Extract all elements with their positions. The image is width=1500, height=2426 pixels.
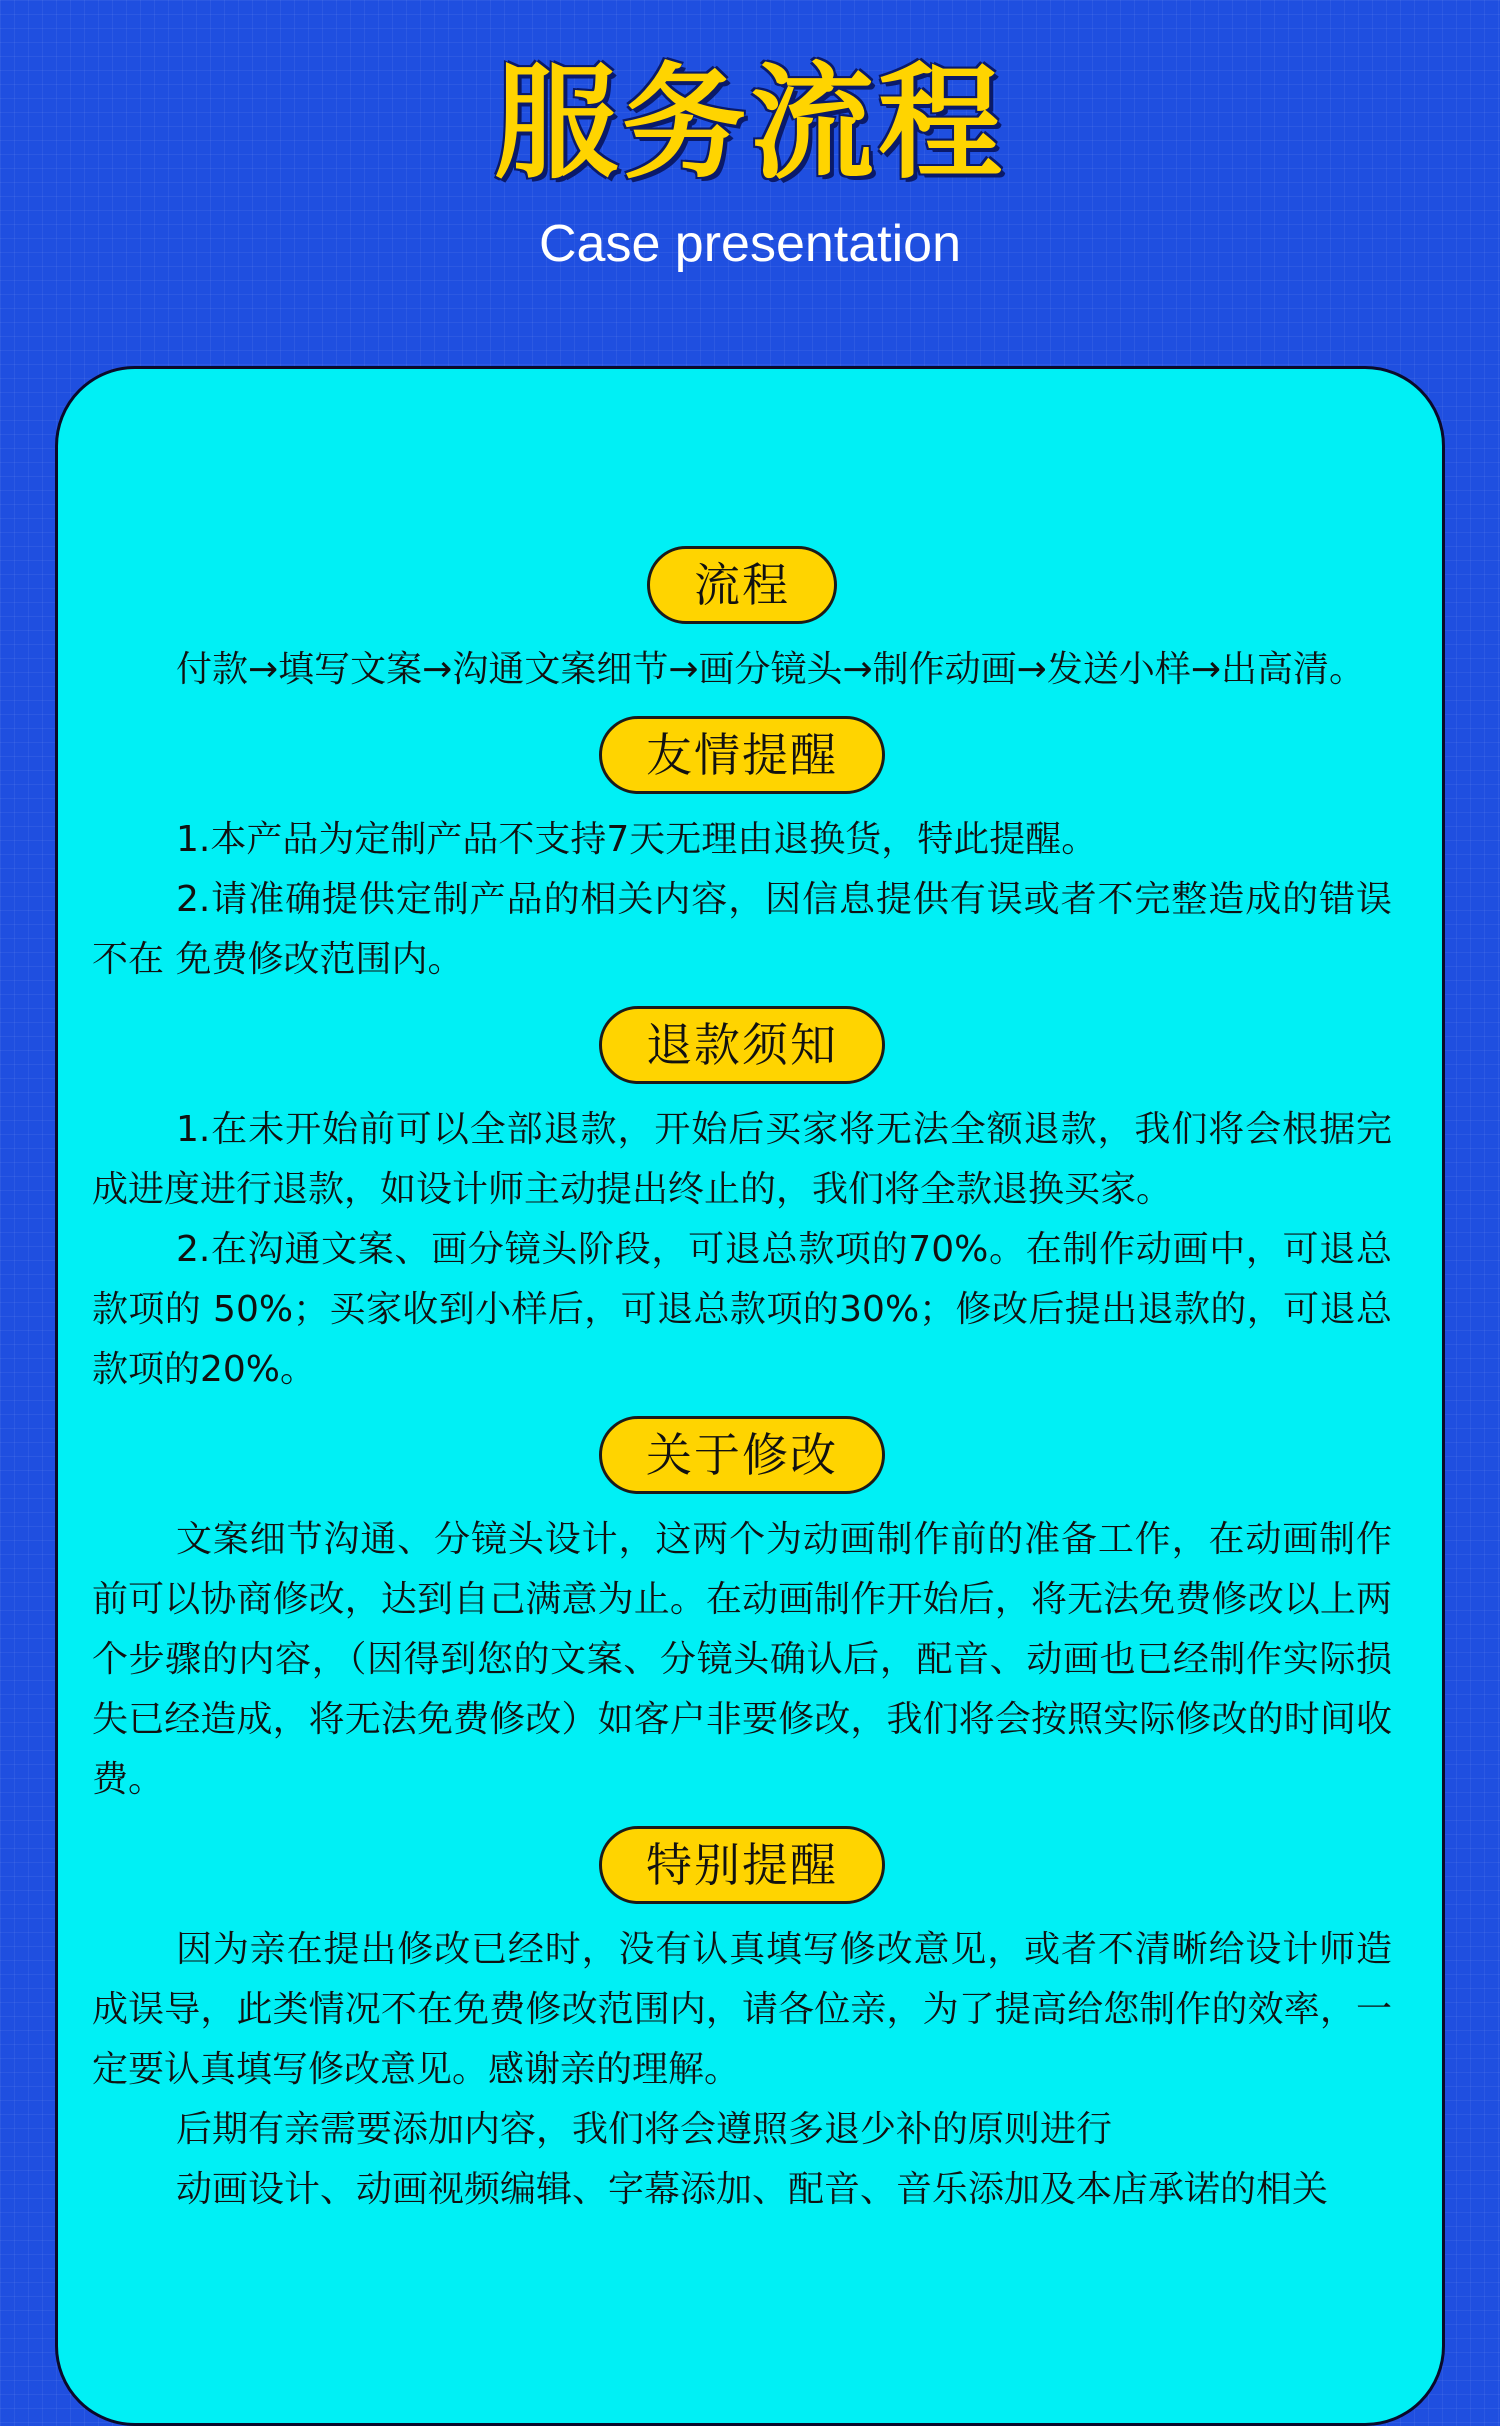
- section-paragraph: 2.在沟通文案、画分镜头阶段，可退总款项的70%。在制作动画中，可退总款项的 50%；买家收到小样后，可退总款项的30%；修改后提出退款的，可退总款项的20%。: [92, 1229, 1392, 1390]
- section-heading-process: [92, 546, 1392, 624]
- section-heading-refund: [92, 1006, 1392, 1084]
- section-paragraph: 1.本产品为定制产品不支持7天无理由退换货，特此提醒。: [176, 819, 1098, 860]
- section-badge: 流程: [647, 546, 837, 624]
- section-heading-reminder: [92, 716, 1392, 794]
- content-body: [92, 546, 1392, 2220]
- section-paragraph: 2.请准确提供定制产品的相关内容，因信息提供有误或者不完整造成的错误不在 免费修改范围内。: [92, 879, 1392, 980]
- section-heading-special: [92, 1826, 1392, 1904]
- section-heading-revision: [92, 1416, 1392, 1494]
- section-badge: 特别提醒: [599, 1826, 885, 1904]
- section-badge: 退款须知: [599, 1006, 885, 1084]
- section-paragraph: 动画设计、动画视频编辑、字幕添加、配音、音乐添加及本店承诺的相关: [176, 2169, 1329, 2210]
- section-paragraph: 后期有亲需要添加内容，我们将会遵照多退少补的原则进行: [176, 2109, 1113, 2150]
- section-paragraph: 付款→填写文案→沟通文案细节→画分镜头→制作动画→发送小样→出高清。: [176, 649, 1365, 690]
- section-paragraph: 因为亲在提出修改已经时，没有认真填写修改意见，或者不清晰给设计师造成误导，此类情况不在免费修改范围内，请各位亲，为了提高给您制作的效率，一定要认真填写修改意见。感谢亲的理解。: [92, 1929, 1392, 2090]
- section-badge: 关于修改: [599, 1416, 885, 1494]
- page-title: 服务流程: [493, 52, 1006, 196]
- section-badge: 友情提醒: [599, 716, 885, 794]
- section-paragraph: 1.在未开始前可以全部退款，开始后买家将无法全额退款，我们将会根据完成进度进行退款，如设计师主动提出终止的，我们将全款退换买家。: [92, 1109, 1392, 1210]
- section-paragraph: 文案细节沟通、分镜头设计，这两个为动画制作前的准备工作，在动画制作前可以协商修改，达到自己满意为止。在动画制作开始后，将无法免费修改以上两个步骤的内容，（因得到您的文案、分镜头确认后，配音、动画也已经制作实际损失已经造成，将无法免费修改）如客户非要修改，我们将会按照实际修改的时间收费。: [92, 1519, 1392, 1800]
- page-subtitle: Case presentation: [538, 215, 962, 273]
